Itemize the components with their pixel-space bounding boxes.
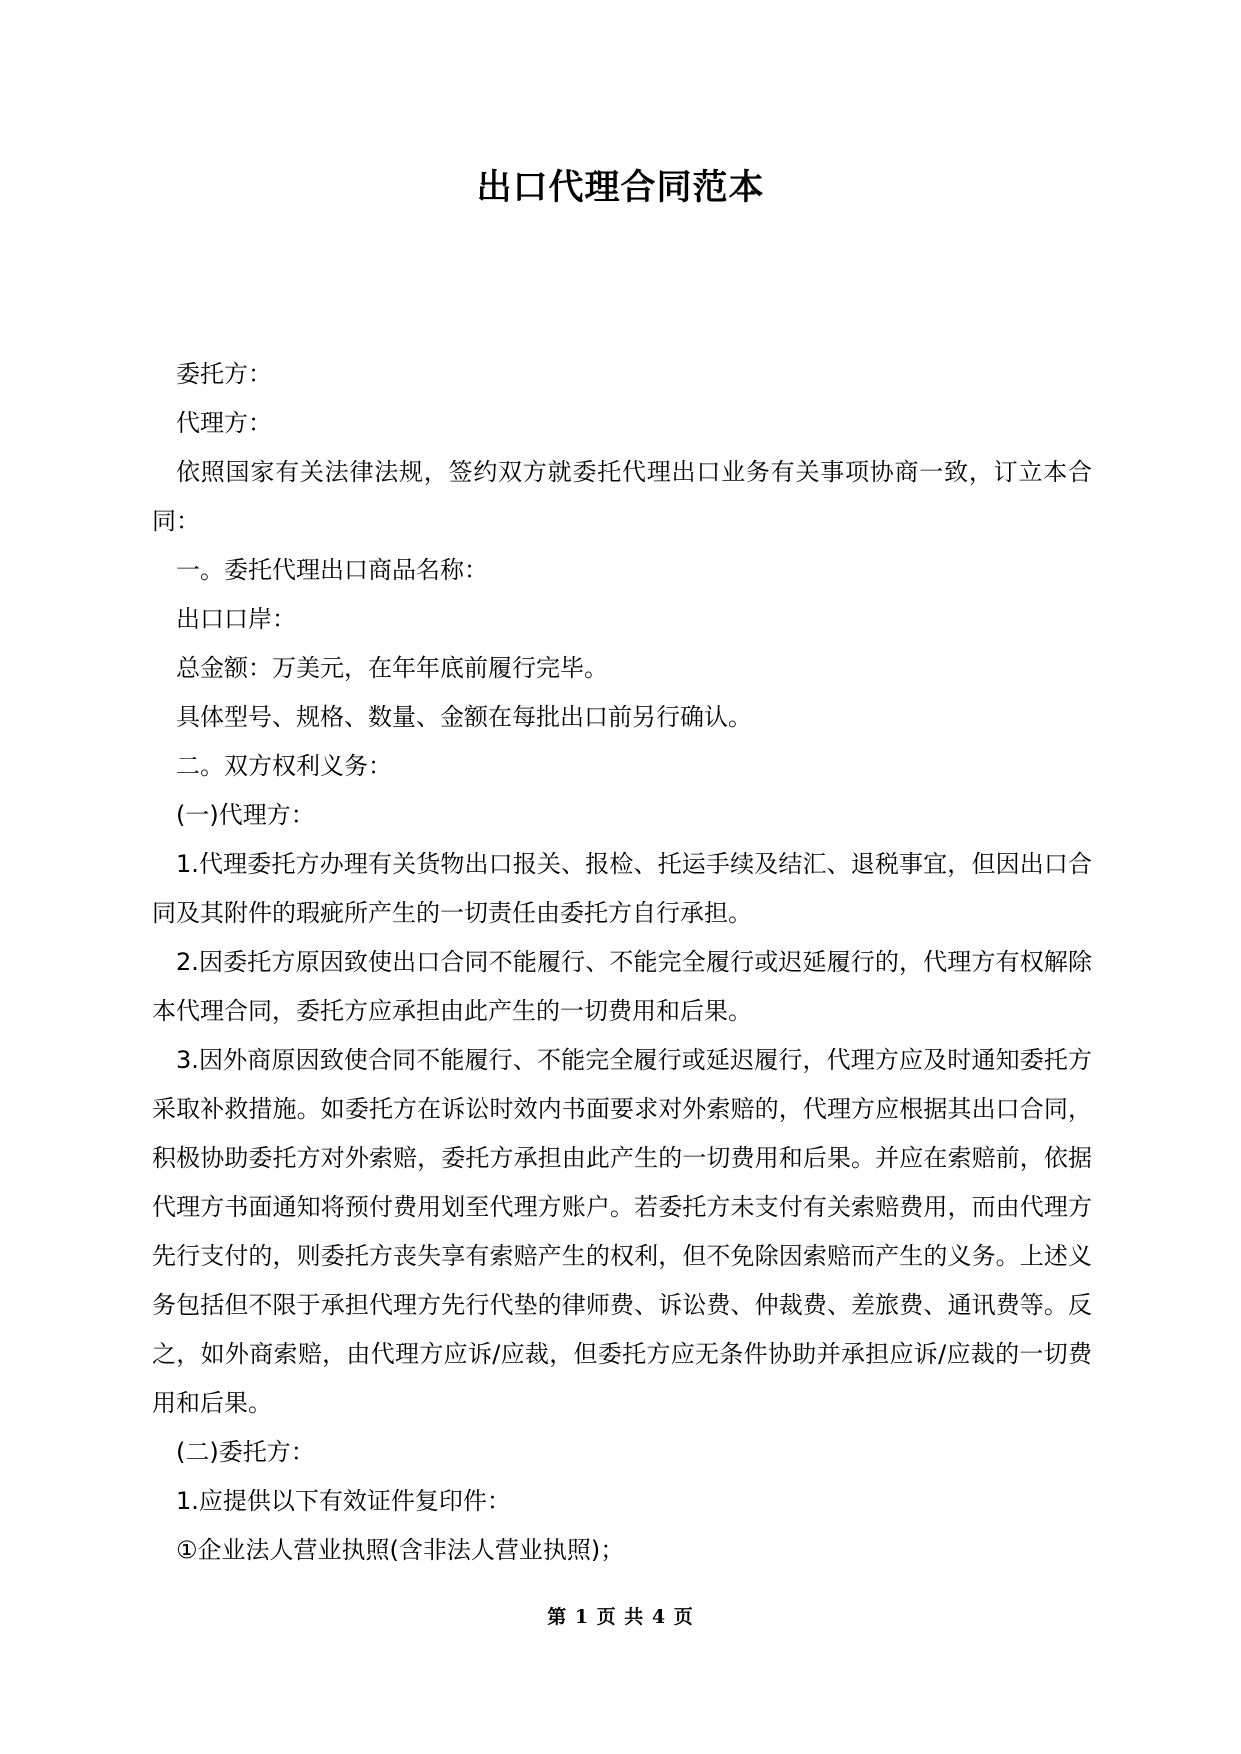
paragraph-clause-3: 3.因外商原因致使合同不能履行、不能完全履行或延迟履行，代理方应及时通知委托方采取补救措施。如委托方在诉讼时效内书面要求对外索赔的，代理方应根据其出口合同，积极协助委托方对外索赔，委托方承担由此产生的一切费用和后果。并应在索赔前，依据代理方书面通知将预付费用划至代理方账户。若委托方未支付有关索赔费用，而由代理方先行支付的，则委托方丧失享有索赔产生的权利，但不免除因索赔而产生的义务。上述义务包括但不限于承担代理方先行代垫的律师费、诉讼费、仲裁费、差旅费、通讯费等。反之，如外商索赔，由代理方应诉/应裁，但委托方应无条件协助并承担应诉/应裁的一切费用和后果。 [152, 1046, 1092, 1417]
paragraph-export-port: 出口口岸： [176, 605, 296, 633]
paragraph-principal-heading: (二)委托方： [176, 1438, 315, 1466]
paragraph-section-one: 一。委托代理出口商品名称： [176, 556, 488, 584]
paragraph-section-two: 二。双方权利义务： [176, 752, 392, 780]
paragraph-preamble: 依照国家有关法律法规，签约双方就委托代理出口业务有关事项协商一致，订立本合同： [152, 458, 1092, 535]
paragraph-principal: 委托方： [176, 360, 272, 388]
paragraph-clause-1: 1.代理委托方办理有关货物出口报关、报检、托运手续及结汇、退税事宜，但因出口合同及其附件的瑕疵所产生的一切责任由委托方自行承担。 [152, 850, 1092, 927]
page-number: 第 1 页 共 4 页 [547, 1606, 694, 1628]
paragraph-specification: 具体型号、规格、数量、金额在每批出口前另行确认。 [176, 703, 752, 731]
paragraph-business-license: ①企业法人营业执照(含非法人营业执照)； [176, 1536, 625, 1564]
document-title: 出口代理合同范本 [476, 168, 765, 208]
paragraph-agent: 代理方： [176, 409, 272, 437]
paragraph-agent-heading: (一)代理方： [176, 801, 315, 829]
paragraph-clause-2: 2.因委托方原因致使出口合同不能履行、不能完全履行或迟延履行的，代理方有权解除本代理合同，委托方应承担由此产生的一切费用和后果。 [152, 948, 1092, 1025]
paragraph-total-amount: 总金额：万美元，在年年底前履行完毕。 [176, 654, 608, 682]
document-body [152, 350, 1092, 1575]
paragraph-principal-clause-1: 1.应提供以下有效证件复印件： [176, 1487, 511, 1515]
